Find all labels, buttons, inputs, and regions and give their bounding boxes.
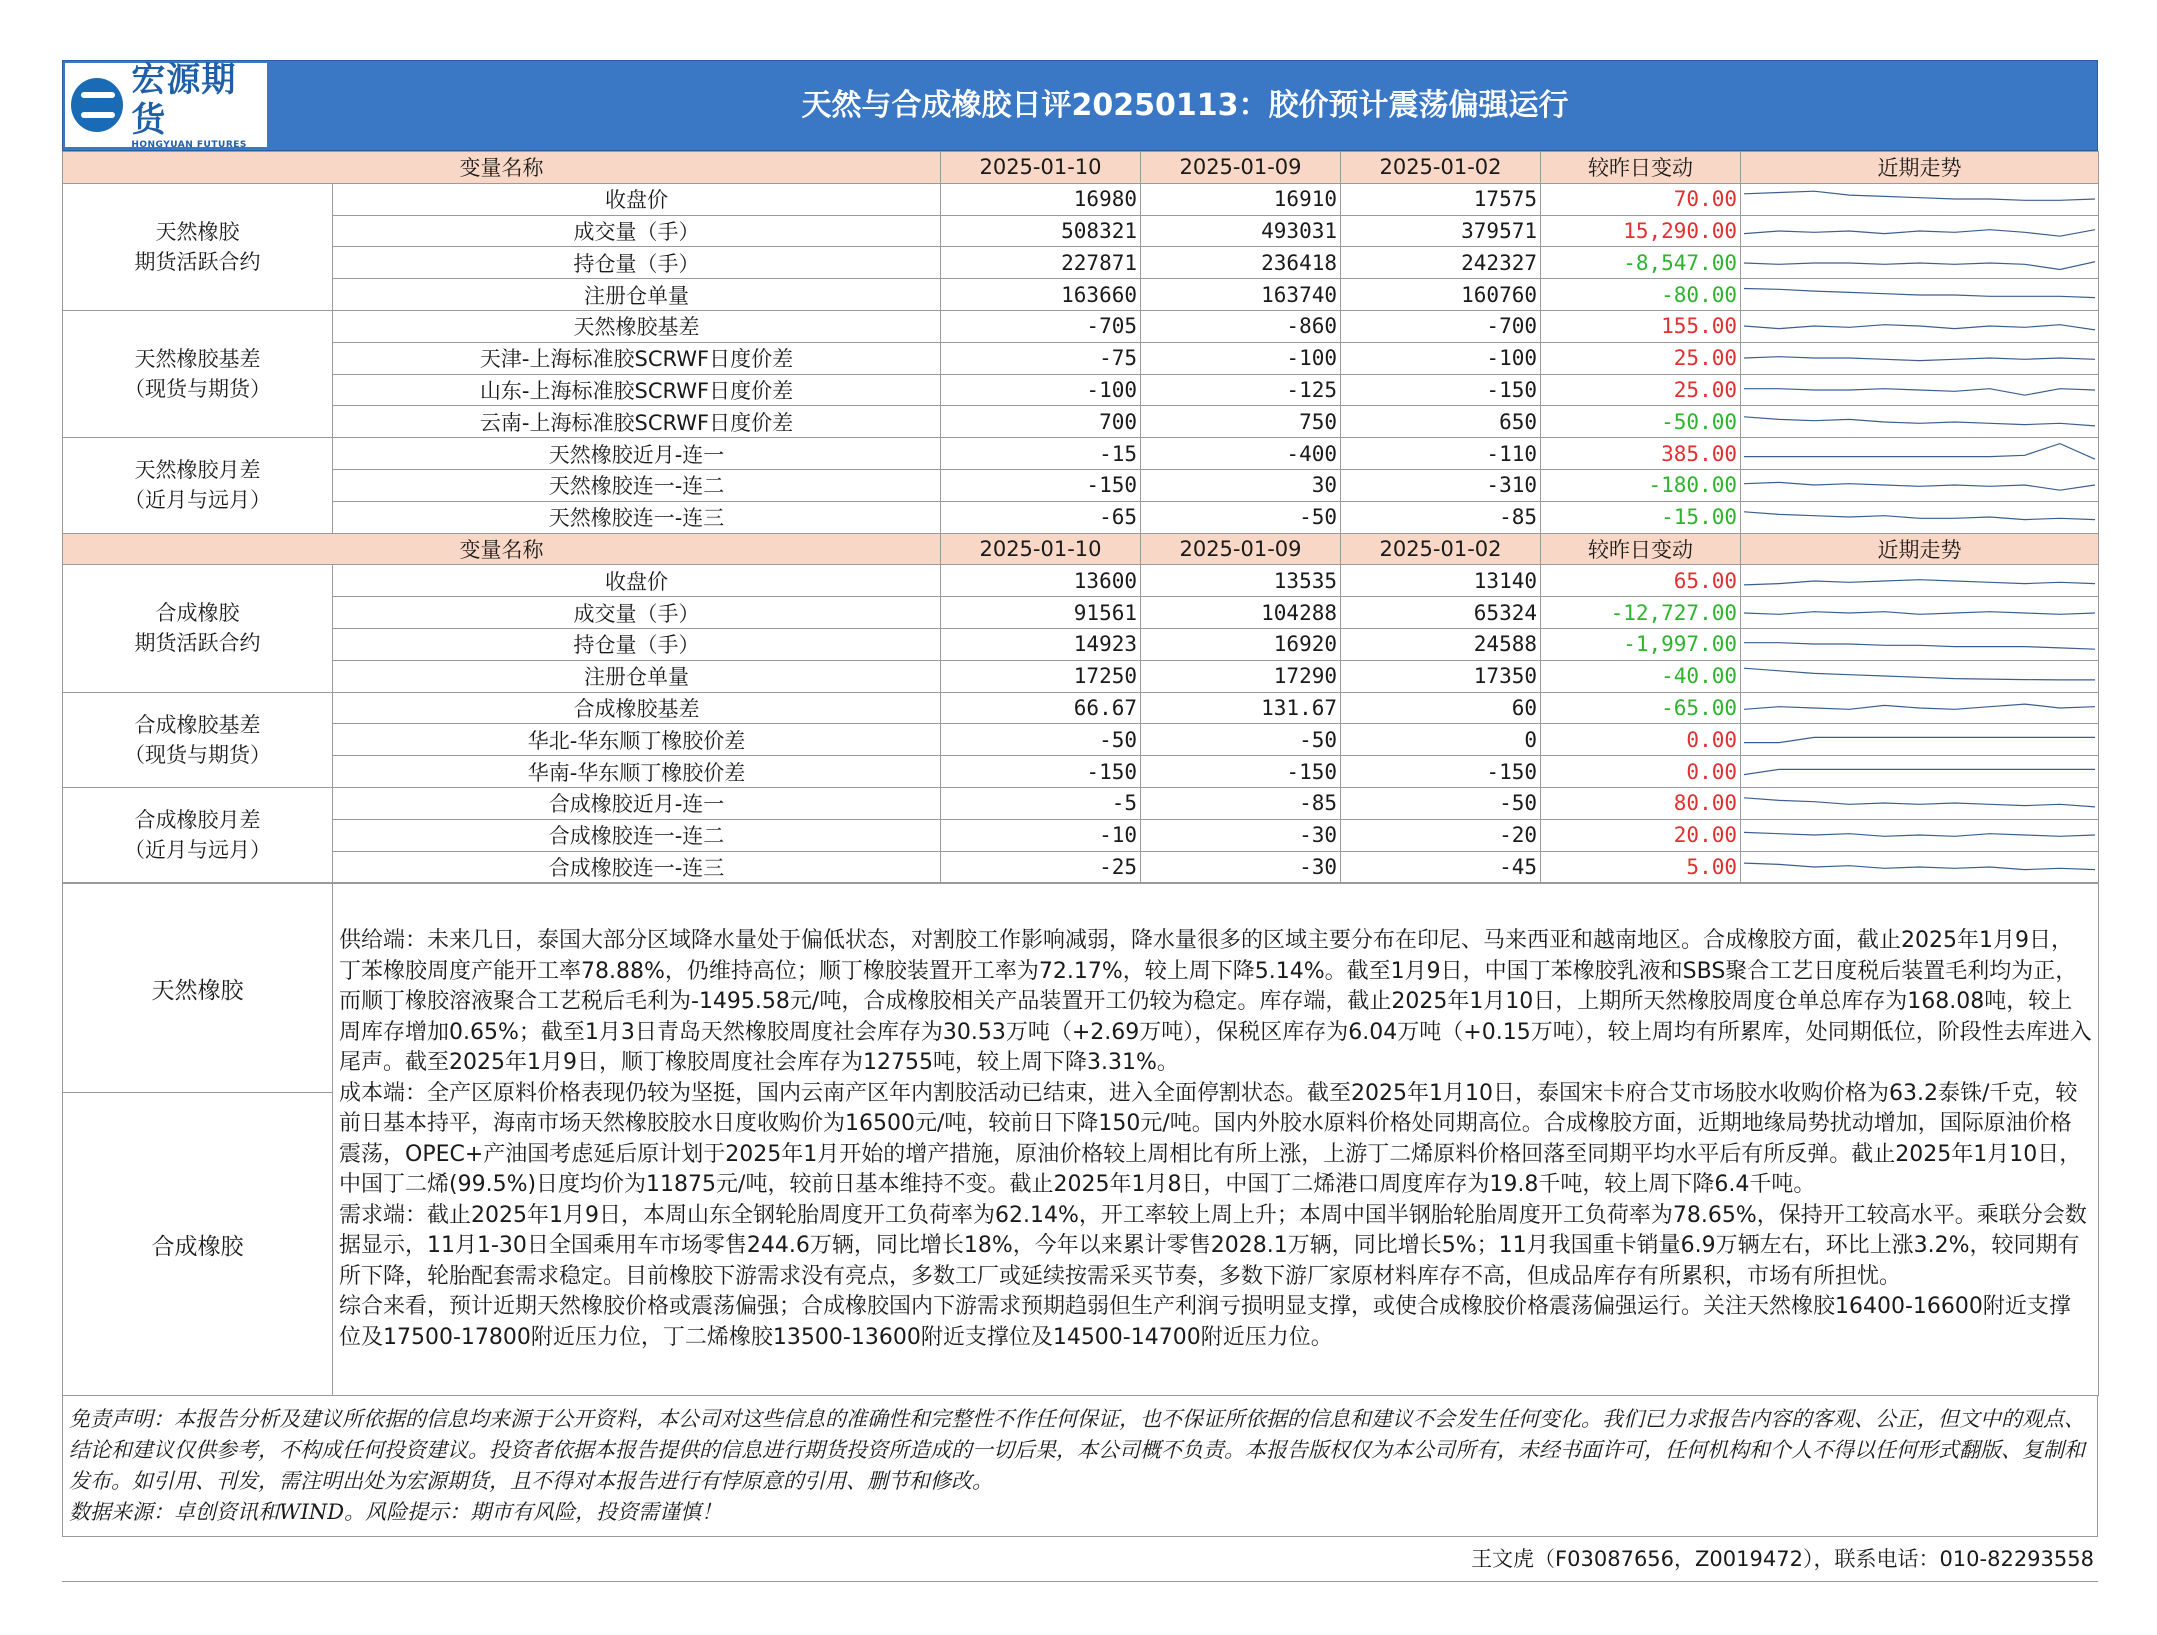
synthetic-futures-sparkline-line <box>1744 643 2095 650</box>
natural-basis-value-d3: -100 <box>1341 342 1541 374</box>
synthetic-futures-value-d2: 13535 <box>1141 565 1341 597</box>
natural-spread-sparkline-line <box>1744 483 2095 491</box>
natural-futures-sparkline <box>1744 250 2095 276</box>
natural-futures-row <box>63 247 2099 279</box>
synthetic-futures-var-name: 注册仓单量 <box>333 660 941 692</box>
natural-basis-sparkline-line <box>1744 325 2095 330</box>
natural-basis-sparkline-line <box>1744 357 2095 361</box>
natural-futures-change: -8,547.00 <box>1541 247 1741 279</box>
synthetic-futures-sparkline <box>1744 568 2095 594</box>
synthetic-basis-value-d2: -50 <box>1141 724 1341 756</box>
synthetic-spread-sparkline <box>1744 854 2095 880</box>
natural-futures-row <box>63 279 2099 311</box>
synthetic-basis-value-d3: -150 <box>1341 756 1541 788</box>
synthetic-futures-value-d2: 16920 <box>1141 628 1341 660</box>
logo-name-en: HONGYUAN FUTURES <box>131 140 247 150</box>
natural-basis-var-name: 山东-上海标准胶SCRWF日度价差 <box>333 374 941 406</box>
report-title: 天然与合成橡胶日评20250113：胶价预计震荡偏强运行 <box>801 88 1569 123</box>
synthetic-spread-change: 5.00 <box>1541 851 1741 883</box>
synthetic-futures-value-d3: 65324 <box>1341 597 1541 629</box>
synthetic-futures-change: -12,727.00 <box>1541 597 1741 629</box>
synthetic-basis-row <box>63 756 2099 788</box>
natural-spread-value-d2: -50 <box>1141 501 1341 533</box>
col-header-trend: 近期走势 <box>1741 533 2099 565</box>
natural-futures-sparkline <box>1744 282 2095 308</box>
natural-futures-row <box>63 215 2099 247</box>
natural-spread-change: 385.00 <box>1541 438 1741 470</box>
natural-futures-row <box>63 183 2099 215</box>
natural-futures-value-d3: 17575 <box>1341 183 1541 215</box>
synthetic-futures-trend-cell <box>1741 597 2099 629</box>
natural-futures-value-d2: 236418 <box>1141 247 1341 279</box>
natural-basis-change: 25.00 <box>1541 342 1741 374</box>
natural-futures-trend-cell <box>1741 183 2099 215</box>
natural-basis-sparkline <box>1744 313 2095 339</box>
synthetic-futures-value-d2: 104288 <box>1141 597 1341 629</box>
natural-futures-change: -80.00 <box>1541 279 1741 311</box>
synthetic-futures-sparkline-line <box>1744 579 2095 584</box>
natural-futures-trend-cell <box>1741 215 2099 247</box>
natural-basis-value-d2: -100 <box>1141 342 1341 374</box>
synthetic-basis-sparkline-line <box>1744 737 2095 742</box>
synthetic-basis-var-name: 华南-华东顺丁橡胶价差 <box>333 756 941 788</box>
col-header-d3: 2025-01-02 <box>1341 152 1541 184</box>
natural-basis-sparkline <box>1744 409 2095 435</box>
natural-basis-value-d1: -100 <box>941 374 1141 406</box>
col-header-d1: 2025-01-10 <box>941 152 1141 184</box>
disclaimer <box>62 1396 2098 1537</box>
logo-name: 宏源期货 <box>131 60 237 140</box>
natural-futures-value-d2: 16910 <box>1141 183 1341 215</box>
synthetic-spread-trend-cell <box>1741 851 2099 883</box>
synthetic-basis-category: 合成橡胶基差 （现货与期货） <box>63 692 333 787</box>
natural-futures-change: 70.00 <box>1541 183 1741 215</box>
natural-spread-trend-cell <box>1741 438 2099 470</box>
natural-basis-sparkline-line <box>1744 417 2095 426</box>
author-contact: 王文虎（F03087656，Z0019472），联系电话：010-82293558 <box>62 1537 2098 1582</box>
natural-basis-category: 天然橡胶基差 （现货与期货） <box>63 310 333 437</box>
natural-futures-value-d2: 493031 <box>1141 215 1341 247</box>
synthetic-basis-value-d3: 60 <box>1341 692 1541 724</box>
synthetic-basis-row <box>63 724 2099 756</box>
natural-basis-trend-cell <box>1741 310 2099 342</box>
synthetic-basis-sparkline <box>1744 759 2095 785</box>
natural-spread-change: -15.00 <box>1541 501 1741 533</box>
synthetic-futures-value-d3: 24588 <box>1341 628 1541 660</box>
column-header-row-synthetic <box>63 533 2099 565</box>
synthetic-basis-value-d3: 0 <box>1341 724 1541 756</box>
natural-spread-sparkline-line <box>1744 512 2095 520</box>
natural-basis-row <box>63 342 2099 374</box>
commentary-demand: 需求端：截止2025年1月9日，本周山东全钢轮胎周度开工负荷率为62.14%，开工率较上周上升；本周中国半钢胎轮胎周度开工负荷率为78.65%，保持开工较高水平。乘联分会数据显示，11月1-30日全国乘用车市场零售244.6万辆，同比增长18%，今年以来累计零售2028.1万辆，同比增长5%；11月我国重卡销量6.9万辆左右，环比上涨3.2%，较同期有所下降，轮胎配套需求稳定。目前橡胶下游需求没有亮点，多数工厂或延续按需采买节奏，多数下游厂家原材料库存不高，但成品库存有所累积，市场有所担忧。 <box>339 1202 2087 1289</box>
synthetic-spread-sparkline-line <box>1744 863 2095 870</box>
synthetic-futures-trend-cell <box>1741 565 2099 597</box>
synthetic-basis-value-d1: -50 <box>941 724 1141 756</box>
column-header-row-natural <box>63 152 2099 184</box>
synthetic-basis-change: -65.00 <box>1541 692 1741 724</box>
natural-spread-value-d3: -310 <box>1341 469 1541 501</box>
synthetic-basis-sparkline-line <box>1744 769 2095 774</box>
natural-basis-trend-cell <box>1741 374 2099 406</box>
synthetic-futures-row <box>63 660 2099 692</box>
synthetic-futures-trend-cell <box>1741 628 2099 660</box>
natural-spread-sparkline <box>1744 504 2095 530</box>
natural-basis-change: -50.00 <box>1541 406 1741 438</box>
synthetic-futures-category: 合成橡胶 期货活跃合约 <box>63 565 333 692</box>
natural-futures-sparkline-line <box>1744 191 2095 200</box>
commentary-summary: 综合来看，预计近期天然橡胶价格或震荡偏强；合成橡胶国内下游需求预期趋弱但生产利润亏损明显支撑，或使合成橡胶价格震荡偏强运行。关注天然橡胶16400-16600附近支撑位及17500-17800附近压力位，丁二烯橡胶13500-13600附近支撑位及14500-14700附近压力位。 <box>339 1294 2071 1350</box>
synthetic-spread-trend-cell <box>1741 787 2099 819</box>
natural-spread-row <box>63 469 2099 501</box>
natural-futures-value-d3: 379571 <box>1341 215 1541 247</box>
natural-futures-var-name: 收盘价 <box>333 183 941 215</box>
natural-spread-value-d2: 30 <box>1141 469 1341 501</box>
synthetic-basis-row <box>63 692 2099 724</box>
natural-basis-value-d2: -125 <box>1141 374 1341 406</box>
synthetic-spread-row <box>63 851 2099 883</box>
natural-spread-sparkline <box>1744 441 2095 467</box>
synthetic-spread-value-d1: -5 <box>941 787 1141 819</box>
natural-basis-value-d1: 700 <box>941 406 1141 438</box>
synthetic-futures-value-d1: 91561 <box>941 597 1141 629</box>
commentary-supply: 供给端：未来几日，泰国大部分区域降水量处于偏低状态，对割胶工作影响减弱，降水量很多的区域主要分布在印尼、马来西亚和越南地区。合成橡胶方面，截止2025年1月9日，丁苯橡胶周度产能开工率78.88%，仍维持高位；顺丁橡胶装置开工率为72.17%，较上周下降5.14%。截至1月9日，中国丁苯橡胶乳液和SBS聚合工艺日度税后装置毛利均为正，而顺丁橡胶溶液聚合工艺税后毛利为-1495.58元/吨，合成橡胶相关产品装置开工仍较为稳定。库存端，截止2025年1月10日，上期所天然橡胶周度仓单总库存为168.08吨，较上周库存增加0.65%；截至1月3日青岛天然橡胶周度社会库存为30.53万吨（+2.69万吨），保税区库存为6.04万吨（+0.15万吨），较上周均有所累库，处同期低位，阶段性去库进入尾声。截至2025年1月9日，顺丁橡胶周度社会库存为12755吨，较上周下降3.31%。 <box>339 928 2092 1076</box>
natural-futures-sparkline-line <box>1744 288 2095 297</box>
synthetic-spread-value-d3: -20 <box>1341 819 1541 851</box>
synthetic-spread-value-d3: -45 <box>1341 851 1541 883</box>
natural-spread-var-name: 天然橡胶近月-连一 <box>333 438 941 470</box>
natural-basis-row <box>63 310 2099 342</box>
natural-futures-value-d1: 163660 <box>941 279 1141 311</box>
natural-futures-value-d1: 508321 <box>941 215 1141 247</box>
natural-basis-value-d3: -700 <box>1341 310 1541 342</box>
natural-basis-trend-cell <box>1741 342 2099 374</box>
natural-basis-var-name: 天津-上海标准胶SCRWF日度价差 <box>333 342 941 374</box>
data-source-text: 数据来源：卓创资讯和WIND。风险提示：期市有风险，投资需谨慎！ <box>69 1500 723 1525</box>
synthetic-futures-sparkline <box>1744 631 2095 657</box>
synthetic-basis-change: 0.00 <box>1541 756 1741 788</box>
synthetic-futures-sparkline <box>1744 600 2095 626</box>
natural-spread-row <box>63 501 2099 533</box>
col-header-var-name: 变量名称 <box>63 533 941 565</box>
report-header <box>62 60 2098 151</box>
synthetic-spread-var-name: 合成橡胶近月-连一 <box>333 787 941 819</box>
synthetic-spread-row <box>63 787 2099 819</box>
synthetic-futures-var-name: 持仓量（手） <box>333 628 941 660</box>
natural-spread-trend-cell <box>1741 469 2099 501</box>
synthetic-spread-value-d2: -30 <box>1141 819 1341 851</box>
natural-spread-sparkline <box>1744 472 2095 498</box>
commentary-synthetic-label: 合成橡胶 <box>63 1093 333 1396</box>
synthetic-basis-change: 0.00 <box>1541 724 1741 756</box>
disclaimer-text: 免责声明：本报告分析及建议所依据的信息均来源于公开资料，本公司对这些信息的准确性和完整性不作任何保证，也不保证所依据的信息和建议不会发生任何变化。我们已力求报告内容的客观、公正，但文中的观点、结论和建议仅供参考，不构成任何投资建议。投资者依据本报告提供的信息进行期货投资所造成的一切后果，本公司概不负责。本报告版权仅为本公司所有，未经书面许可，任何机构和个人不得以任何形式翻版、复制和发布。如引用、刊发，需注明出处为宏源期货，且不得对本报告进行有悖原意的引用、删节和修改。 <box>69 1407 2085 1494</box>
synthetic-spread-category: 合成橡胶月差 （近月与远月） <box>63 787 333 882</box>
synthetic-futures-row <box>63 597 2099 629</box>
synthetic-spread-value-d2: -30 <box>1141 851 1341 883</box>
synthetic-futures-value-d3: 17350 <box>1341 660 1541 692</box>
natural-basis-value-d3: 650 <box>1341 406 1541 438</box>
synthetic-futures-var-name: 收盘价 <box>333 565 941 597</box>
natural-basis-sparkline <box>1744 377 2095 403</box>
synthetic-futures-value-d1: 13600 <box>941 565 1141 597</box>
synthetic-basis-trend-cell <box>1741 692 2099 724</box>
natural-spread-sparkline-line <box>1744 443 2095 459</box>
natural-basis-var-name: 云南-上海标准胶SCRWF日度价差 <box>333 406 941 438</box>
natural-futures-trend-cell <box>1741 279 2099 311</box>
natural-basis-change: 155.00 <box>1541 310 1741 342</box>
synthetic-basis-trend-cell <box>1741 724 2099 756</box>
natural-futures-sparkline <box>1744 186 2095 212</box>
synthetic-spread-change: 20.00 <box>1541 819 1741 851</box>
natural-spread-value-d1: -150 <box>941 469 1141 501</box>
synthetic-spread-row <box>63 819 2099 851</box>
synthetic-spread-sparkline <box>1744 790 2095 816</box>
synthetic-basis-value-d2: 131.67 <box>1141 692 1341 724</box>
synthetic-futures-value-d2: 17290 <box>1141 660 1341 692</box>
natural-spread-value-d3: -110 <box>1341 438 1541 470</box>
natural-futures-var-name: 持仓量（手） <box>333 247 941 279</box>
synthetic-spread-value-d3: -50 <box>1341 787 1541 819</box>
col-header-d1: 2025-01-10 <box>941 533 1141 565</box>
synthetic-futures-change: 65.00 <box>1541 565 1741 597</box>
synthetic-spread-value-d1: -10 <box>941 819 1141 851</box>
natural-spread-trend-cell <box>1741 501 2099 533</box>
col-header-change: 较昨日变动 <box>1541 152 1741 184</box>
natural-spread-category: 天然橡胶月差 （近月与远月） <box>63 438 333 533</box>
col-header-trend: 近期走势 <box>1741 152 2099 184</box>
natural-futures-trend-cell <box>1741 247 2099 279</box>
natural-basis-value-d1: -705 <box>941 310 1141 342</box>
report-page <box>62 60 2098 1582</box>
col-header-change: 较昨日变动 <box>1541 533 1741 565</box>
natural-basis-value-d2: 750 <box>1141 406 1341 438</box>
synthetic-basis-trend-cell <box>1741 756 2099 788</box>
natural-basis-row <box>63 406 2099 438</box>
natural-spread-value-d3: -85 <box>1341 501 1541 533</box>
natural-spread-value-d1: -15 <box>941 438 1141 470</box>
col-header-d3: 2025-01-02 <box>1341 533 1541 565</box>
natural-spread-row <box>63 438 2099 470</box>
synthetic-futures-value-d1: 17250 <box>941 660 1141 692</box>
synthetic-spread-value-d2: -85 <box>1141 787 1341 819</box>
natural-basis-value-d1: -75 <box>941 342 1141 374</box>
col-header-var-name: 变量名称 <box>63 152 941 184</box>
synthetic-futures-trend-cell <box>1741 660 2099 692</box>
synthetic-futures-sparkline-line <box>1744 611 2095 614</box>
natural-spread-change: -180.00 <box>1541 469 1741 501</box>
synthetic-futures-value-d3: 13140 <box>1341 565 1541 597</box>
natural-basis-sparkline <box>1744 345 2095 371</box>
natural-spread-var-name: 天然橡胶连一-连三 <box>333 501 941 533</box>
natural-futures-value-d2: 163740 <box>1141 279 1341 311</box>
natural-futures-var-name: 注册仓单量 <box>333 279 941 311</box>
synthetic-spread-sparkline-line <box>1744 833 2095 837</box>
natural-basis-sparkline-line <box>1744 389 2095 396</box>
natural-futures-var-name: 成交量（手） <box>333 215 941 247</box>
synthetic-basis-value-d1: -150 <box>941 756 1141 788</box>
commentary-natural-label: 天然橡胶 <box>63 884 333 1093</box>
commentary-table <box>62 883 2099 1396</box>
company-logo <box>65 60 267 150</box>
natural-basis-change: 25.00 <box>1541 374 1741 406</box>
synthetic-futures-change: -1,997.00 <box>1541 628 1741 660</box>
natural-spread-value-d2: -400 <box>1141 438 1341 470</box>
synthetic-basis-value-d2: -150 <box>1141 756 1341 788</box>
synthetic-spread-trend-cell <box>1741 819 2099 851</box>
synthetic-futures-sparkline-line <box>1744 668 2095 680</box>
data-table <box>62 151 2099 883</box>
natural-futures-sparkline-line <box>1744 261 2095 269</box>
natural-futures-sparkline-line <box>1744 230 2095 237</box>
natural-futures-value-d3: 242327 <box>1341 247 1541 279</box>
commentary-text <box>333 884 2099 1396</box>
synthetic-spread-sparkline <box>1744 822 2095 848</box>
synthetic-futures-row <box>63 628 2099 660</box>
synthetic-basis-var-name: 华北-华东顺丁橡胶价差 <box>333 724 941 756</box>
synthetic-spread-change: 80.00 <box>1541 787 1741 819</box>
commentary-cost: 成本端：全产区原料价格表现仍较为坚挺，国内云南产区年内割胶活动已结束，进入全面停割状态。截至2025年1月10日，泰国宋卡府合艾市场胶水收购价格为63.2泰铢/千克，较前日基本持平，海南市场天然橡胶胶水日度收购价为16500元/吨，较前日下降150元/吨。国内外胶水原料价格处同期高位。合成橡胶方面，近期地缘局势扰动增加，国际原油价格震荡，OPEC+产油国考虑延后原计划于2025年1月开始的增产措施，原油价格较上周相比有所上涨，上游丁二烯原料价格回落至同期平均水平后有所反弹。截止2025年1月10日，中国丁二烯(99.5%)日度均价为11875元/吨，较前日基本维持不变。截止2025年1月8日，中国丁二烯港口周度库存为19.8千吨，较上周下降6.4千吨。 <box>339 1080 2082 1198</box>
natural-basis-row <box>63 374 2099 406</box>
synthetic-spread-var-name: 合成橡胶连一-连二 <box>333 819 941 851</box>
synthetic-basis-sparkline <box>1744 727 2095 753</box>
natural-futures-sparkline <box>1744 218 2095 244</box>
synthetic-basis-value-d1: 66.67 <box>941 692 1141 724</box>
natural-basis-value-d2: -860 <box>1141 310 1341 342</box>
synthetic-futures-change: -40.00 <box>1541 660 1741 692</box>
natural-basis-trend-cell <box>1741 406 2099 438</box>
natural-futures-category: 天然橡胶 期货活跃合约 <box>63 183 333 310</box>
synthetic-spread-var-name: 合成橡胶连一-连三 <box>333 851 941 883</box>
natural-futures-value-d1: 227871 <box>941 247 1141 279</box>
synthetic-basis-var-name: 合成橡胶基差 <box>333 692 941 724</box>
synthetic-basis-sparkline <box>1744 695 2095 721</box>
synthetic-futures-var-name: 成交量（手） <box>333 597 941 629</box>
synthetic-spread-value-d1: -25 <box>941 851 1141 883</box>
synthetic-futures-sparkline <box>1744 663 2095 689</box>
natural-basis-var-name: 天然橡胶基差 <box>333 310 941 342</box>
natural-spread-value-d1: -65 <box>941 501 1141 533</box>
natural-futures-value-d3: 160760 <box>1341 279 1541 311</box>
natural-futures-value-d1: 16980 <box>941 183 1141 215</box>
natural-basis-value-d3: -150 <box>1341 374 1541 406</box>
synthetic-spread-sparkline-line <box>1744 798 2095 807</box>
col-header-d2: 2025-01-09 <box>1141 533 1341 565</box>
natural-futures-change: 15,290.00 <box>1541 215 1741 247</box>
natural-spread-var-name: 天然橡胶连一-连二 <box>333 469 941 501</box>
synthetic-futures-value-d1: 14923 <box>941 628 1141 660</box>
synthetic-basis-sparkline-line <box>1744 704 2095 709</box>
logo-mark-icon <box>71 78 123 132</box>
synthetic-futures-row <box>63 565 2099 597</box>
col-header-d2: 2025-01-09 <box>1141 152 1341 184</box>
